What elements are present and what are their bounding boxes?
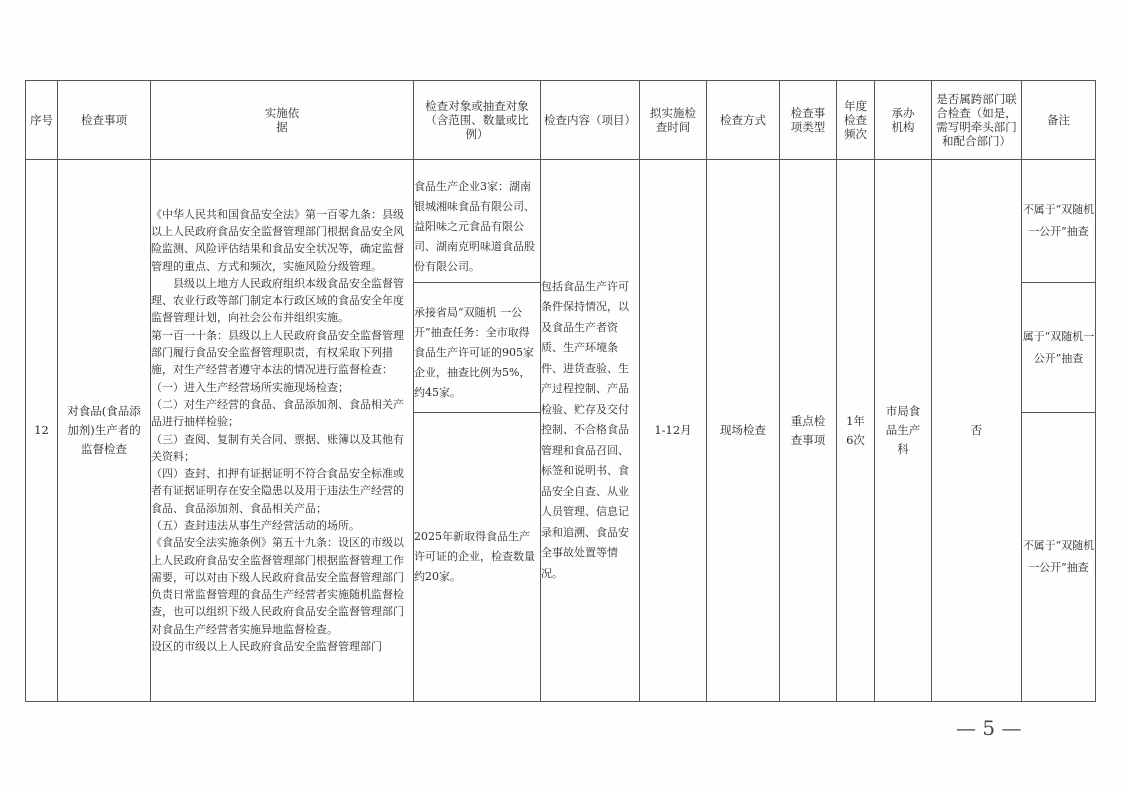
org-cell: 市局食品生产科 xyxy=(875,160,932,702)
table-row xyxy=(26,160,1096,283)
object-cell: 2025年新取得食品生产许可证的企业，检查数量约20家。 xyxy=(414,413,541,702)
basis-paragraph: （三）查阅、复制有关合同、票据、账簿以及其他有关资料； xyxy=(151,432,404,463)
inspection-plan-table xyxy=(25,80,1096,702)
header-item: 检查事项 xyxy=(58,81,151,160)
object-cell: 食品生产企业3家：湖南银城湘味食品有限公司、益阳味之元食品有限公司、湖南克明味道食品股份有限公司。 xyxy=(414,160,541,283)
basis-paragraph: （一）进入生产经营场所实施现场检查； xyxy=(151,380,349,394)
header-joint: 是否属跨部门联合检查（如是，需写明牵头部门和配合部门） xyxy=(932,81,1022,160)
header-time: 拟实施检查时间 xyxy=(640,81,707,160)
basis-cell xyxy=(151,160,414,702)
basis-paragraph: 第一百一十条：县级以上人民政府食品安全监督管理部门履行食品安全监督管理职责，有权采取下列措施，对生产经营者遵守本法的情况进行监督检查： xyxy=(151,328,404,377)
time-cell: 1-12月 xyxy=(640,160,707,702)
header-seq: 序号 xyxy=(26,81,58,160)
remark-cell: 属于“双随机一公开”抽查 xyxy=(1022,283,1096,413)
remark-cell: 不属于“双随机一公开”抽查 xyxy=(1022,413,1096,702)
freq-cell: 1年6次 xyxy=(837,160,875,702)
content-cell: 包括食品生产许可条件保持情况，以及食品生产者资质、生产环境条件、进货查验、生产过程控制、产品检验、贮存及交付控制、不合格食品管理和食品召回、标签和说明书、食品安全自查、从业人员管理、信息记录和追溯、食品安全事故处置等情况。 xyxy=(541,160,640,702)
basis-paragraph: 《食品安全法实施条例》第五十九条：设区的市级以上人民政府食品安全监督管理部门根据监督管理工作需要，可以对由下级人民政府食品安全监督管理部门负责日常监督管理的食品生产经营者实施随机监督检查，也可以组织下级人民政府食品安全监督管理部门对食品生产经营者实施异地监督检查。 xyxy=(151,536,404,636)
joint-cell: 否 xyxy=(932,160,1022,702)
basis-paragraph: （二）对生产经营的食品、食品添加剂、食品相关产品进行抽样检验； xyxy=(151,397,404,429)
header-method: 检查方式 xyxy=(707,81,780,160)
seq-cell: 12 xyxy=(26,160,58,702)
basis-paragraph: （四）查封、扣押有证据证明不符合食品安全标准或者有证据证明存在安全隐患以及用于违法生产经营的食品、食品添加剂、食品相关产品； xyxy=(151,467,404,515)
header-content: 检查内容（项目） xyxy=(541,81,640,160)
basis-paragraph: （五）查封违法从事生产经营活动的场所。 xyxy=(151,518,360,532)
header-basis: 实施依据 xyxy=(151,81,414,160)
basis-paragraph: 设区的市级以上人民政府食品安全监督管理部门 xyxy=(151,640,382,654)
header-freq: 年度检查频次 xyxy=(837,81,875,160)
basis-paragraph: 《中华人民共和国食品安全法》第一百零九条：县级以上人民政府食品安全监督管理部门根据食品安全风险监测、风险评估结果和食品安全状况等，确定监督管理的重点、方式和频次，实施风险分级管理。 xyxy=(151,207,404,273)
header-remark: 备注 xyxy=(1022,81,1096,160)
header-object: 检查对象或抽查对象（含范围、数量或比例） xyxy=(414,81,541,160)
object-cell: 承接省局“双随机 一公开”抽查任务：全市取得食品生产许可证的905家企业，抽查比例为5%，约45家。 xyxy=(414,283,541,413)
header-type: 检查事项类型 xyxy=(780,81,837,160)
type-cell: 重点检查事项 xyxy=(780,160,837,702)
page-number: — 5 — xyxy=(956,716,1022,740)
header-row xyxy=(26,81,1096,160)
item-cell: 对食品(食品添加剂)生产者的监督检查 xyxy=(58,160,151,702)
header-org: 承办机构 xyxy=(875,81,932,160)
basis-paragraph: 县级以上地方人民政府组织本级食品安全监督管理、农业行政等部门制定本行政区域的食品安全年度监督管理计划，向社会公布并组织实施。 xyxy=(151,276,404,325)
method-cell: 现场检查 xyxy=(707,160,780,702)
remark-cell: 不属于“双随机一公开”抽查 xyxy=(1022,160,1096,283)
